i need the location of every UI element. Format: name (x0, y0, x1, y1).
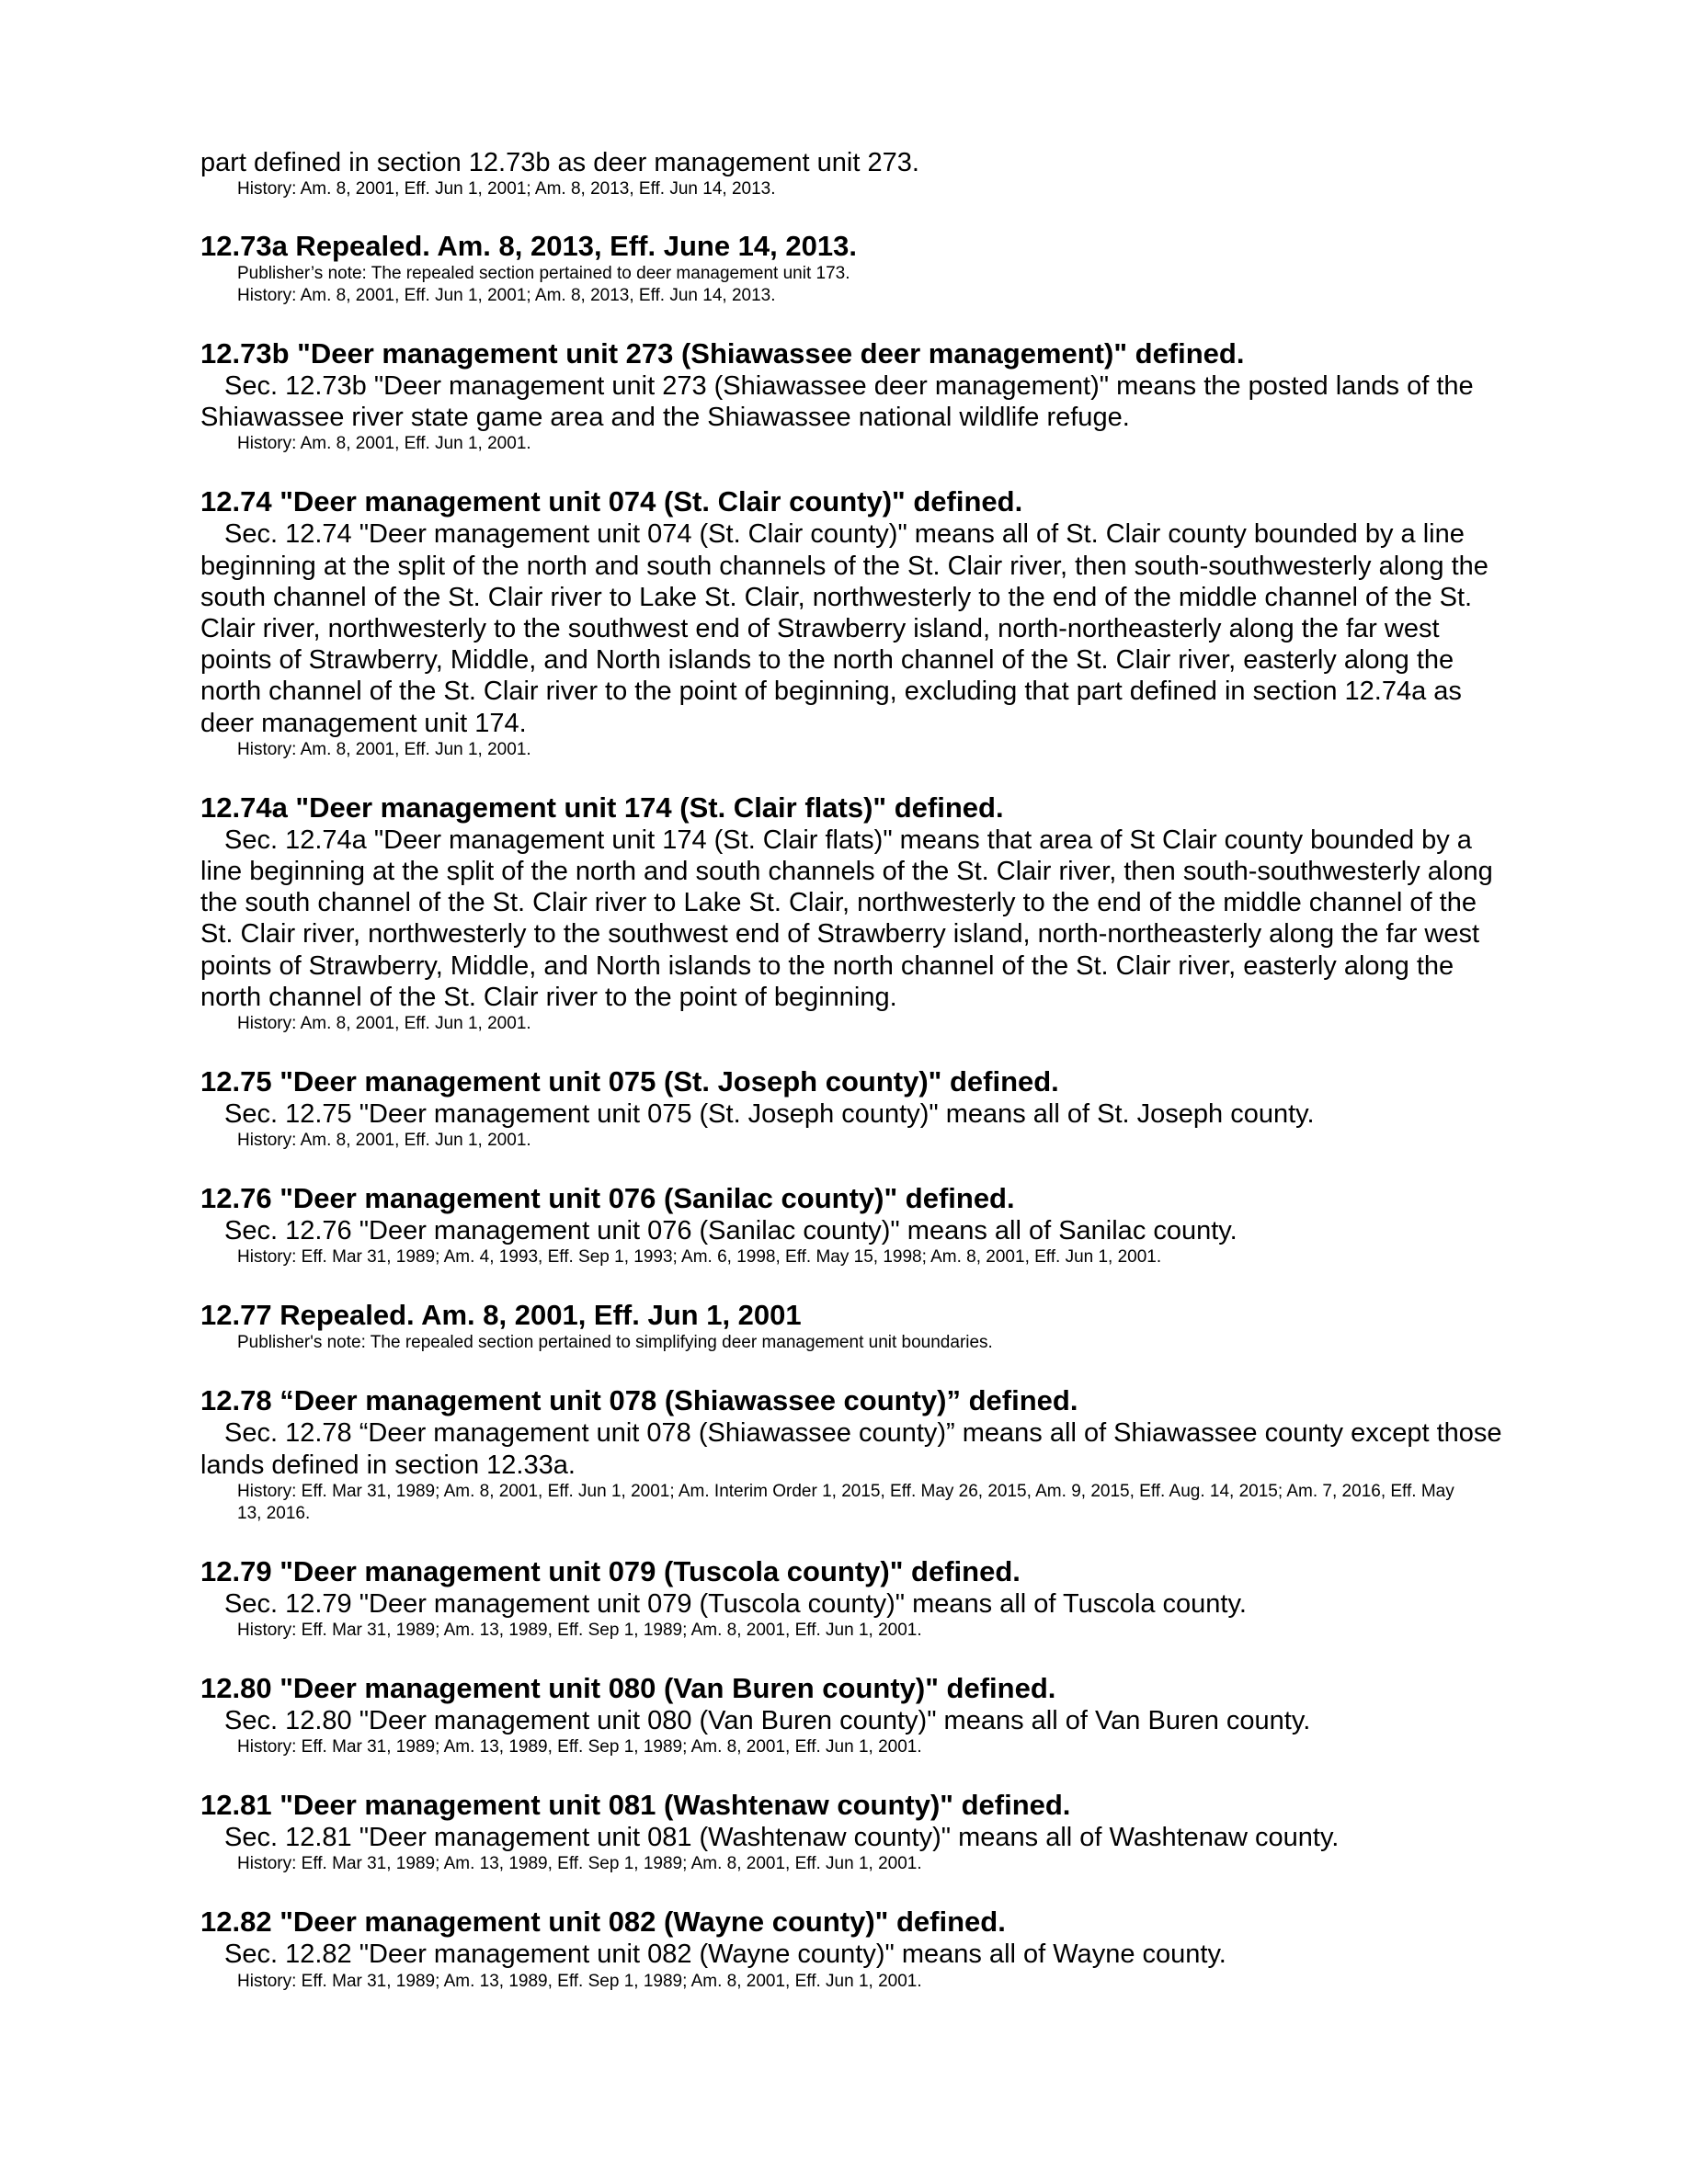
section-heading: 12.73a Repealed. Am. 8, 2013, Eff. June 14, 2013. (200, 230, 857, 262)
section-body: Sec. 12.73b "Deer management unit 273 (Shiawassee deer management)" means the posted lands of the Shiawassee river state game area and the Shiawassee national wildlife refuge. (200, 371, 1474, 433)
history-note: History: Am. 8, 2001, Eff. Jun 1, 2001; Am. 8, 2013, Eff. Jun 14, 2013. (237, 179, 776, 199)
section-heading: 12.76 "Deer management unit 076 (Sanilac county)" defined. (200, 1182, 1015, 1215)
history-note: History: Am. 8, 2001, Eff. Jun 1, 2001. (237, 1131, 531, 1151)
history-note: History: Am. 8, 2001, Eff. Jun 1, 2001. (237, 434, 531, 454)
section-heading: 12.74a "Deer management unit 174 (St. Clair flats)" defined. (200, 791, 1004, 824)
history-note: History: Eff. Mar 31, 1989; Am. 8, 2001, Eff. Jun 1, 2001; Am. Interim Order 1, 2015, Eff. May 26, 2015, Am. 9, 2015, Eff. Aug. 14, 2015; Am. 7, 2016, Eff. May 13, 2016. (237, 1481, 1454, 1523)
section-body: Sec. 12.79 "Deer management unit 079 (Tuscola county)" means all of Tuscola county. (224, 1588, 1247, 1619)
section-12-82 (200, 1905, 1506, 1992)
section-heading: 12.73b "Deer management unit 273 (Shiawassee deer management)" defined. (200, 337, 1245, 370)
section-heading: 12.74 "Deer management unit 074 (St. Clair county)" defined. (200, 485, 1023, 518)
history-note: History: Am. 8, 2001, Eff. Jun 1, 2001; Am. 8, 2013, Eff. Jun 14, 2013. (237, 286, 776, 305)
section-12-74a (200, 791, 1506, 1035)
section-12-79 (200, 1555, 1506, 1642)
section-body: Sec. 12.74a "Deer management unit 174 (St. Clair flats)" means that area of St Clair county bounded by a line beginning at the split of the north and south channels of the St. Clair river, then south-southwesterly along the south channel of the St. Clair river to Lake St. Clair, northwesterly to the end of the middle channel of the St. Clair river, northwesterly to the southwest end of Strawberry island, north-northeasterly along the far west points of Strawberry, Middle, and North islands to the north channel of the St. Clair river, easterly along the north channel of the St. Clair river to the point of beginning. (200, 825, 1493, 1012)
history-note: History: Am. 8, 2001, Eff. Jun 1, 2001. (237, 1014, 531, 1034)
publisher-note: Publisher's note: The repealed section pertained to simplifying deer management unit boundaries. (237, 1333, 993, 1353)
continued-paragraph: part defined in section 12.73b as deer management unit 273. (200, 148, 919, 177)
section-12-73a (200, 230, 1506, 307)
section-body: Sec. 12.81 "Deer management unit 081 (Washtenaw county)" means all of Washtenaw county. (224, 1823, 1340, 1853)
section-12-80 (200, 1672, 1506, 1758)
section-12-73b (200, 337, 1506, 455)
history-note: History: Am. 8, 2001, Eff. Jun 1, 2001. (237, 739, 531, 759)
history-note: History: Eff. Mar 31, 1989; Am. 13, 1989, Eff. Sep 1, 1989; Am. 8, 2001, Eff. Jun 1, 2001. (237, 1971, 922, 1991)
section-body: Sec. 12.82 "Deer management unit 082 (Wayne county)" means all of Wayne county. (224, 1939, 1226, 1970)
section-body: Sec. 12.76 "Deer management unit 076 (Sanilac county)" means all of Sanilac county. (224, 1216, 1237, 1246)
section-heading: 12.78 “Deer management unit 078 (Shiawassee county)” defined. (200, 1384, 1078, 1417)
section-12-77 (200, 1299, 1506, 1354)
section-heading: 12.80 "Deer management unit 080 (Van Buren county)" defined. (200, 1672, 1056, 1705)
section-12-78 (200, 1384, 1506, 1524)
history-note: History: Eff. Mar 31, 1989; Am. 4, 1993, Eff. Sep 1, 1993; Am. 6, 1998, Eff. May 15, 1998; Am. 8, 2001, Eff. Jun 1, 2001. (237, 1247, 1162, 1268)
history-note: History: Eff. Mar 31, 1989; Am. 13, 1989, Eff. Sep 1, 1989; Am. 8, 2001, Eff. Jun 1, 2001. (237, 1854, 922, 1874)
section-heading: 12.75 "Deer management unit 075 (St. Joseph county)" defined. (200, 1065, 1059, 1098)
section-heading: 12.81 "Deer management unit 081 (Washtenaw county)" defined. (200, 1789, 1071, 1822)
section-heading: 12.79 "Deer management unit 079 (Tuscola county)" defined. (200, 1554, 1021, 1587)
section-heading: 12.77 Repealed. Am. 8, 2001, Eff. Jun 1, 2001 (200, 1299, 802, 1332)
section-12-75 (200, 1065, 1506, 1152)
document-page (200, 147, 1506, 1993)
publisher-note: Publisher’s note: The repealed section pertained to deer management unit 173. (237, 264, 850, 283)
section-body: Sec. 12.74 "Deer management unit 074 (St. Clair county)" means all of St. Clair county bounded by a line beginning at the split of the north and south channels of the St. Clair river, then south-southwesterly along the south channel of the St. Clair river to Lake St. Clair, northwesterly to the end of the middle channel of the St. Clair river, northwesterly to the southwest end of Strawberry island, north-northeasterly along the far west points of Strawberry, Middle, and North islands to the north channel of the St. Clair river, easterly along the north channel of the St. Clair river to the point of beginning, excluding that part defined in section 12.74a as deer management unit 174. (200, 519, 1488, 738)
section-body: Sec. 12.78 “Deer management unit 078 (Shiawassee county)” means all of Shiawassee county except those lands defined in section 12.33a. (200, 1418, 1502, 1480)
section-body: Sec. 12.75 "Deer management unit 075 (St. Joseph county)" means all of St. Joseph county. (224, 1099, 1315, 1130)
section-heading: 12.82 "Deer management unit 082 (Wayne county)" defined. (200, 1905, 1006, 1939)
section-12-74 (200, 485, 1506, 760)
history-note: History: Eff. Mar 31, 1989; Am. 13, 1989, Eff. Sep 1, 1989; Am. 8, 2001, Eff. Jun 1, 2001. (237, 1621, 922, 1641)
section-12-81 (200, 1789, 1506, 1875)
section-12-76 (200, 1182, 1506, 1268)
history-note: History: Eff. Mar 31, 1989; Am. 13, 1989, Eff. Sep 1, 1989; Am. 8, 2001, Eff. Jun 1, 2001. (237, 1737, 922, 1757)
section-body: Sec. 12.80 "Deer management unit 080 (Van Buren county)" means all of Van Buren county. (224, 1706, 1311, 1736)
